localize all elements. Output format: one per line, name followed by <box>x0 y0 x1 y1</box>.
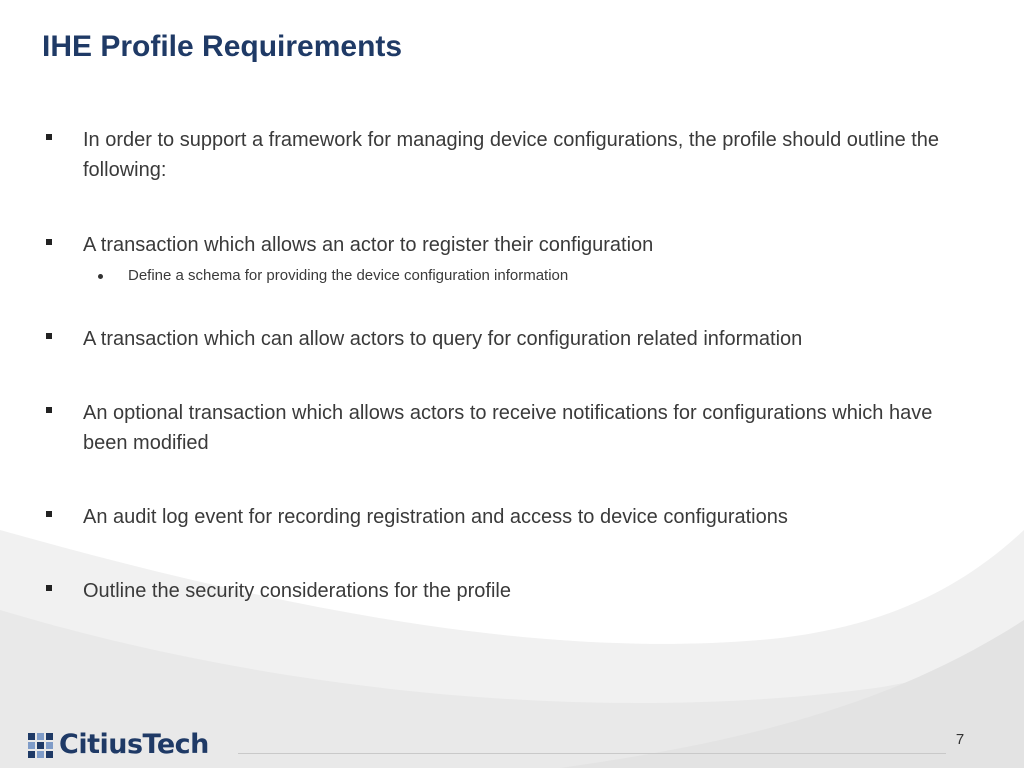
square-bullet-icon <box>46 585 52 591</box>
grid-squares-icon <box>28 733 53 758</box>
logo-text: CitiusTech <box>59 729 209 760</box>
square-bullet-icon <box>46 134 52 140</box>
bullet-text: An optional transaction which allows actors to receive notifications for configurations which have been modified <box>83 402 933 454</box>
slide-title: IHE Profile Requirements <box>42 30 403 63</box>
round-bullet-icon <box>98 274 103 279</box>
square-bullet-icon <box>46 239 52 245</box>
bullet-text: A transaction which allows an actor to register their configuration <box>83 234 654 256</box>
square-bullet-icon <box>46 333 52 339</box>
bullet-text: An audit log event for recording registration and access to device configurations <box>83 506 788 528</box>
citiustech-logo <box>28 730 209 760</box>
page-number: 7 <box>955 731 965 748</box>
sub-bullet-text: Define a schema for providing the device configuration information <box>128 267 569 284</box>
bullet-text: In order to support a framework for managing device configurations, the profile should outline the following: <box>83 129 940 181</box>
footer-divider <box>238 753 946 754</box>
bullet-text: A transaction which can allow actors to query for configuration related information <box>83 328 803 350</box>
square-bullet-icon <box>46 511 52 517</box>
square-bullet-icon <box>46 407 52 413</box>
bullet-text: Outline the security considerations for the profile <box>83 580 511 602</box>
